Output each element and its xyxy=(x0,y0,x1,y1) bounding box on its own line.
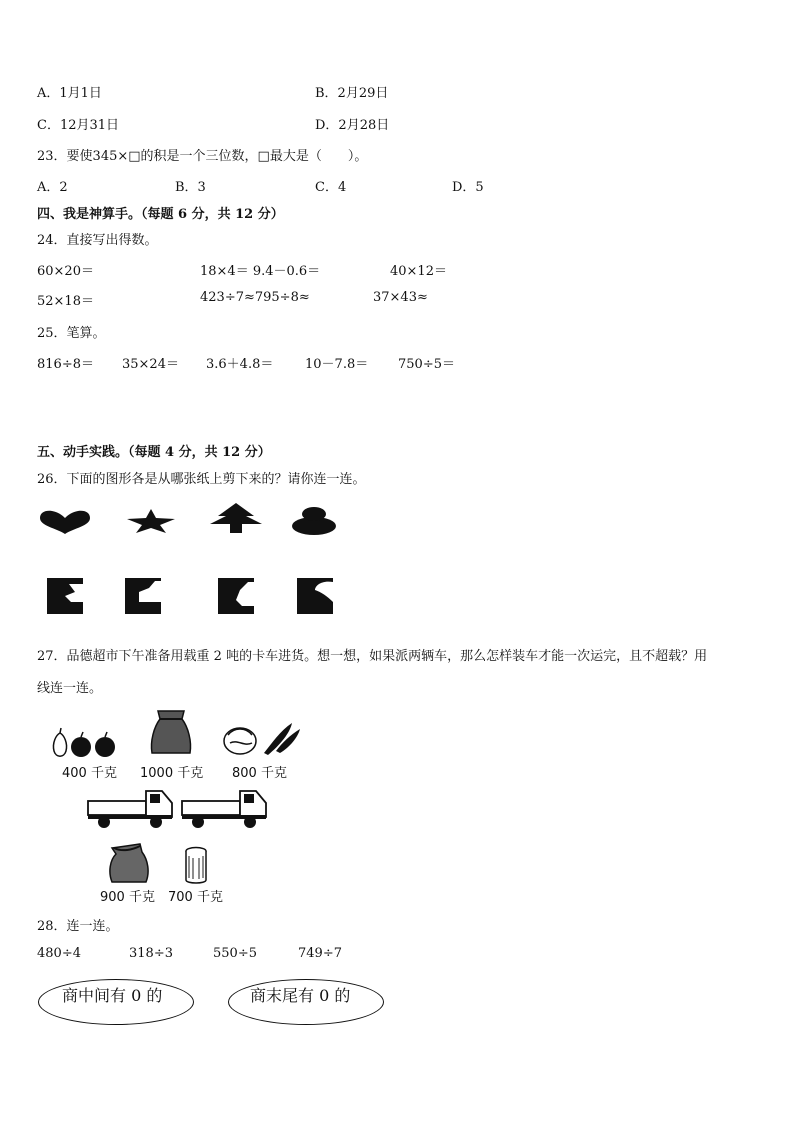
goods-weight: 800 千克 xyxy=(232,766,287,781)
q22-option-a[interactable]: A．1月1日 xyxy=(37,86,102,101)
truck-icon[interactable] xyxy=(180,785,270,829)
truck-icon[interactable] xyxy=(86,785,176,829)
goods-weight: 900 千克 xyxy=(100,890,155,905)
star-icon[interactable] xyxy=(125,508,177,534)
q25-item: 3.6＋4.8＝ xyxy=(206,357,274,372)
heart-icon[interactable] xyxy=(38,508,92,536)
q25-item: 10－7.8＝ xyxy=(305,357,369,372)
q22-option-d[interactable]: D．2月28日 xyxy=(315,118,390,133)
tree-icon[interactable] xyxy=(208,502,264,534)
q24-item: 60×20＝ xyxy=(37,264,94,279)
q22-option-b[interactable]: B．2月29日 xyxy=(315,86,389,101)
sack-icon[interactable] xyxy=(148,707,194,757)
cut-paper-4[interactable] xyxy=(297,578,335,614)
q28-item[interactable]: 318÷3 xyxy=(129,946,173,961)
q23-option-d[interactable]: D．5 xyxy=(452,180,484,195)
q26-stem: 26．下面的图形各是从哪张纸上剪下来的？请你连一连。 xyxy=(37,472,366,487)
q28-stem: 28．连一连。 xyxy=(37,919,119,934)
cut-paper-2[interactable] xyxy=(125,578,163,614)
q28-item[interactable]: 749÷7 xyxy=(298,946,342,961)
q23-option-b[interactable]: B．3 xyxy=(175,180,206,195)
bag-icon[interactable] xyxy=(106,842,152,886)
q25-item: 816÷8＝ xyxy=(37,357,94,372)
cut-paper-3[interactable] xyxy=(218,578,256,614)
q24-item: 423÷7≈795÷8≈ xyxy=(200,290,310,305)
section-5-title: 五、动手实践。（每题 4 分，共 12 分） xyxy=(37,445,271,460)
cut-paper-1[interactable] xyxy=(47,578,85,614)
q24-item: 37×43≈ xyxy=(373,290,428,305)
q23-option-a[interactable]: A．2 xyxy=(37,180,68,195)
section-4-title: 四、我是神算手。（每题 6 分，共 12 分） xyxy=(37,207,284,222)
goods-weight: 400 千克 xyxy=(62,766,117,781)
q25-item: 35×24＝ xyxy=(122,357,179,372)
vegetable-icon[interactable] xyxy=(220,717,302,757)
q24-item: 52×18＝ xyxy=(37,294,94,309)
q24-item: 40×12＝ xyxy=(390,264,447,279)
goods-weight: 700 千克 xyxy=(168,890,223,905)
q24-stem: 24．直接写出得数。 xyxy=(37,233,158,248)
goods-weight: 1000 千克 xyxy=(140,766,204,781)
q22-option-c[interactable]: C．12月31日 xyxy=(37,118,120,133)
q27-stem-line1: 27．品德超市下午准备用载重 2 吨的卡车进货。想一想，如果派两辆车，那么怎样装车才能一次运完，且不超载？用 xyxy=(37,649,708,664)
q25-item: 750÷5＝ xyxy=(398,357,455,372)
q23-stem: 23．要使345×□的积是一个三位数，□最大是（ ）。 xyxy=(37,149,368,164)
q23-option-c[interactable]: C．4 xyxy=(315,180,347,195)
fruit-icon[interactable] xyxy=(48,725,118,759)
q28-item[interactable]: 480÷4 xyxy=(37,946,81,961)
q25-stem: 25．笔算。 xyxy=(37,326,106,341)
q24-item: 18×4＝ 9.4－0.6＝ xyxy=(200,264,321,279)
q27-stem-line2: 线连一连。 xyxy=(37,681,103,696)
oval-label: 商末尾有 0 的 xyxy=(250,986,351,1005)
q28-item[interactable]: 550÷5 xyxy=(213,946,257,961)
mushroom-icon[interactable] xyxy=(291,506,337,536)
can-icon[interactable] xyxy=(183,846,209,886)
oval-label: 商中间有 0 的 xyxy=(62,986,163,1005)
